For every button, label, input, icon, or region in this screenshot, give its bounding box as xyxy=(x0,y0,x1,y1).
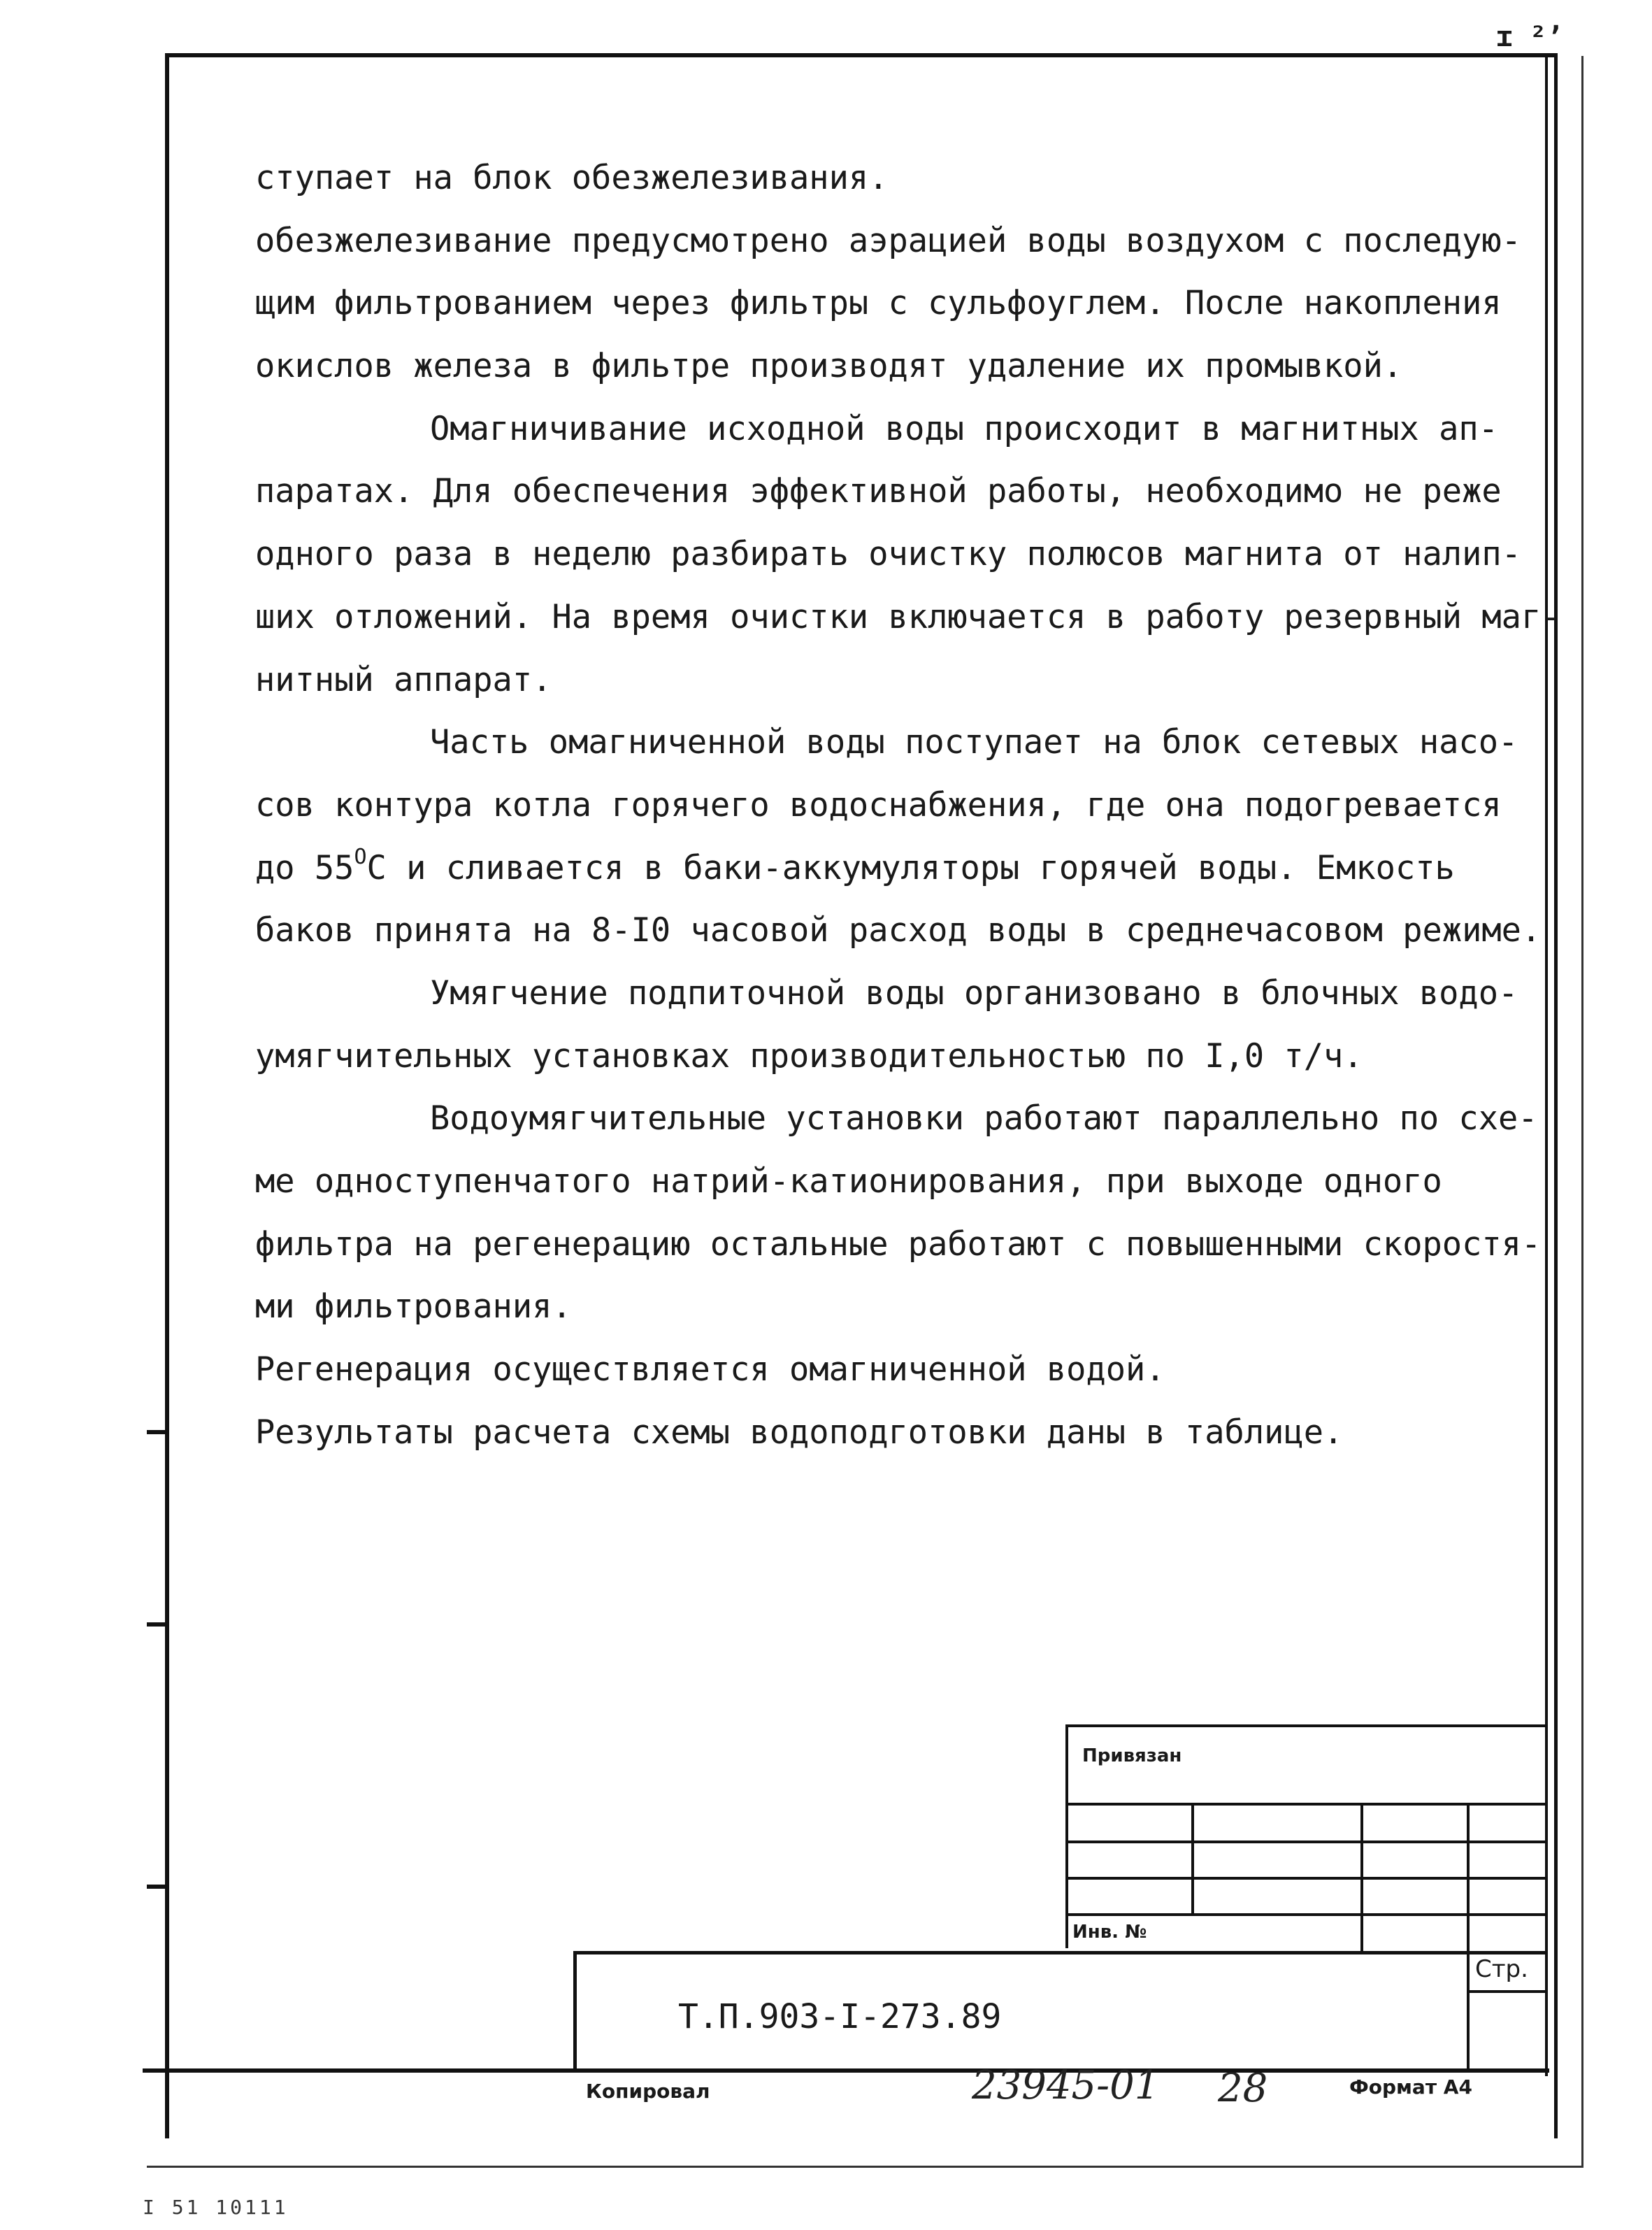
text-line: ме одноступенчатого натрий-катионирования, при выходе одного xyxy=(255,1162,1442,1201)
text-line: Регенерация осуществляется омагниченной водой. xyxy=(255,1350,1165,1389)
text-line: обезжелезивание предусмотрено аэрацией воды воздухом с последую- xyxy=(255,221,1521,260)
stamp-col-line xyxy=(1191,1803,1194,1913)
copied-label: Копировал xyxy=(586,2080,710,2103)
bottom-mark: I 51 10111 xyxy=(143,2196,289,2219)
text-line: ступает на блок обезжелезивания. xyxy=(255,159,889,197)
margin-tick xyxy=(147,1622,168,1627)
text-line: Омагничивание исходной воды происходит в магнитных ап- xyxy=(430,409,1499,448)
text-line: нитный аппарат. xyxy=(255,660,552,699)
body-text xyxy=(255,147,1561,1464)
page-label: Стр. xyxy=(1475,1955,1528,1983)
privyazan-label: Привязан xyxy=(1082,1745,1182,1766)
text-line: ших отложений. На время очистки включается в работу резервный маг- xyxy=(255,597,1561,636)
text-line: фильтра на регенерацию остальные работают с повышенными скоростя- xyxy=(255,1224,1542,1264)
text-line: умягчительных установках производительностью по I,0 т/ч. xyxy=(255,1036,1363,1075)
stamp-row-line xyxy=(1065,1841,1548,1843)
trim-bottom-line xyxy=(147,2166,1581,2168)
inv-number-label: Инв. № xyxy=(1072,1922,1147,1943)
title-block-divider xyxy=(1467,1951,1470,2071)
stamp-col-line xyxy=(1467,1803,1470,1951)
handwritten-number: 23945-01 xyxy=(972,2063,1160,2108)
trim-right-line xyxy=(1581,56,1583,2168)
text-line-temperature xyxy=(255,837,1549,900)
stamp-row-line xyxy=(1065,1877,1548,1880)
stamp-col-line xyxy=(1360,1803,1363,1951)
document-code: Т.П.903-I-273.89 xyxy=(678,1997,1002,2036)
text-line: Водоумягчительные установки работают параллельно по схе- xyxy=(430,1099,1538,1138)
handwritten-page-number: 28 xyxy=(1218,2066,1268,2111)
margin-tick xyxy=(147,1430,168,1434)
text-line: Результаты расчета схемы водоподготовки даны в таблице. xyxy=(255,1413,1344,1452)
temp-degree-sup: O xyxy=(354,844,367,869)
text-line: щим фильтрованием через фильтры с сульфоуглем. После накопления xyxy=(255,284,1502,323)
text-line: Умягчение подпиточной воды организовано в блочных водо- xyxy=(430,973,1518,1013)
temp-suffix: С и сливается в баки-аккумуляторы горячей воды. Емкость xyxy=(366,848,1455,887)
format-label: Формат А4 xyxy=(1349,2075,1472,2099)
text-line: паратах. Для обеспечения эффективной работы, необходимо не реже xyxy=(255,472,1502,511)
temp-prefix: до 55 xyxy=(255,848,354,887)
text-line: окислов железа в фильтре производят удаление их промывкой. xyxy=(255,347,1403,386)
text-line: баков принята на 8-I0 часовой расход воды в среднечасовом режиме. xyxy=(255,911,1542,950)
text-line: Часть омагниченной воды поступает на блок сетевых насо- xyxy=(430,723,1518,762)
page-cell-line xyxy=(1467,1990,1548,1993)
text-line: ми фильтрования. xyxy=(255,1287,572,1327)
margin-tick xyxy=(147,1885,168,1889)
stamp-row-line xyxy=(1065,1803,1548,1806)
stamp-row-line xyxy=(1065,1913,1548,1916)
text-line: сов контура котла горячего водоснабжения, где она подогревается xyxy=(255,785,1502,824)
corner-mark: ɪ ²ʼ xyxy=(1496,21,1564,53)
text-line: одного раза в неделю разбирать очистку полюсов магнита от налип- xyxy=(255,535,1521,574)
